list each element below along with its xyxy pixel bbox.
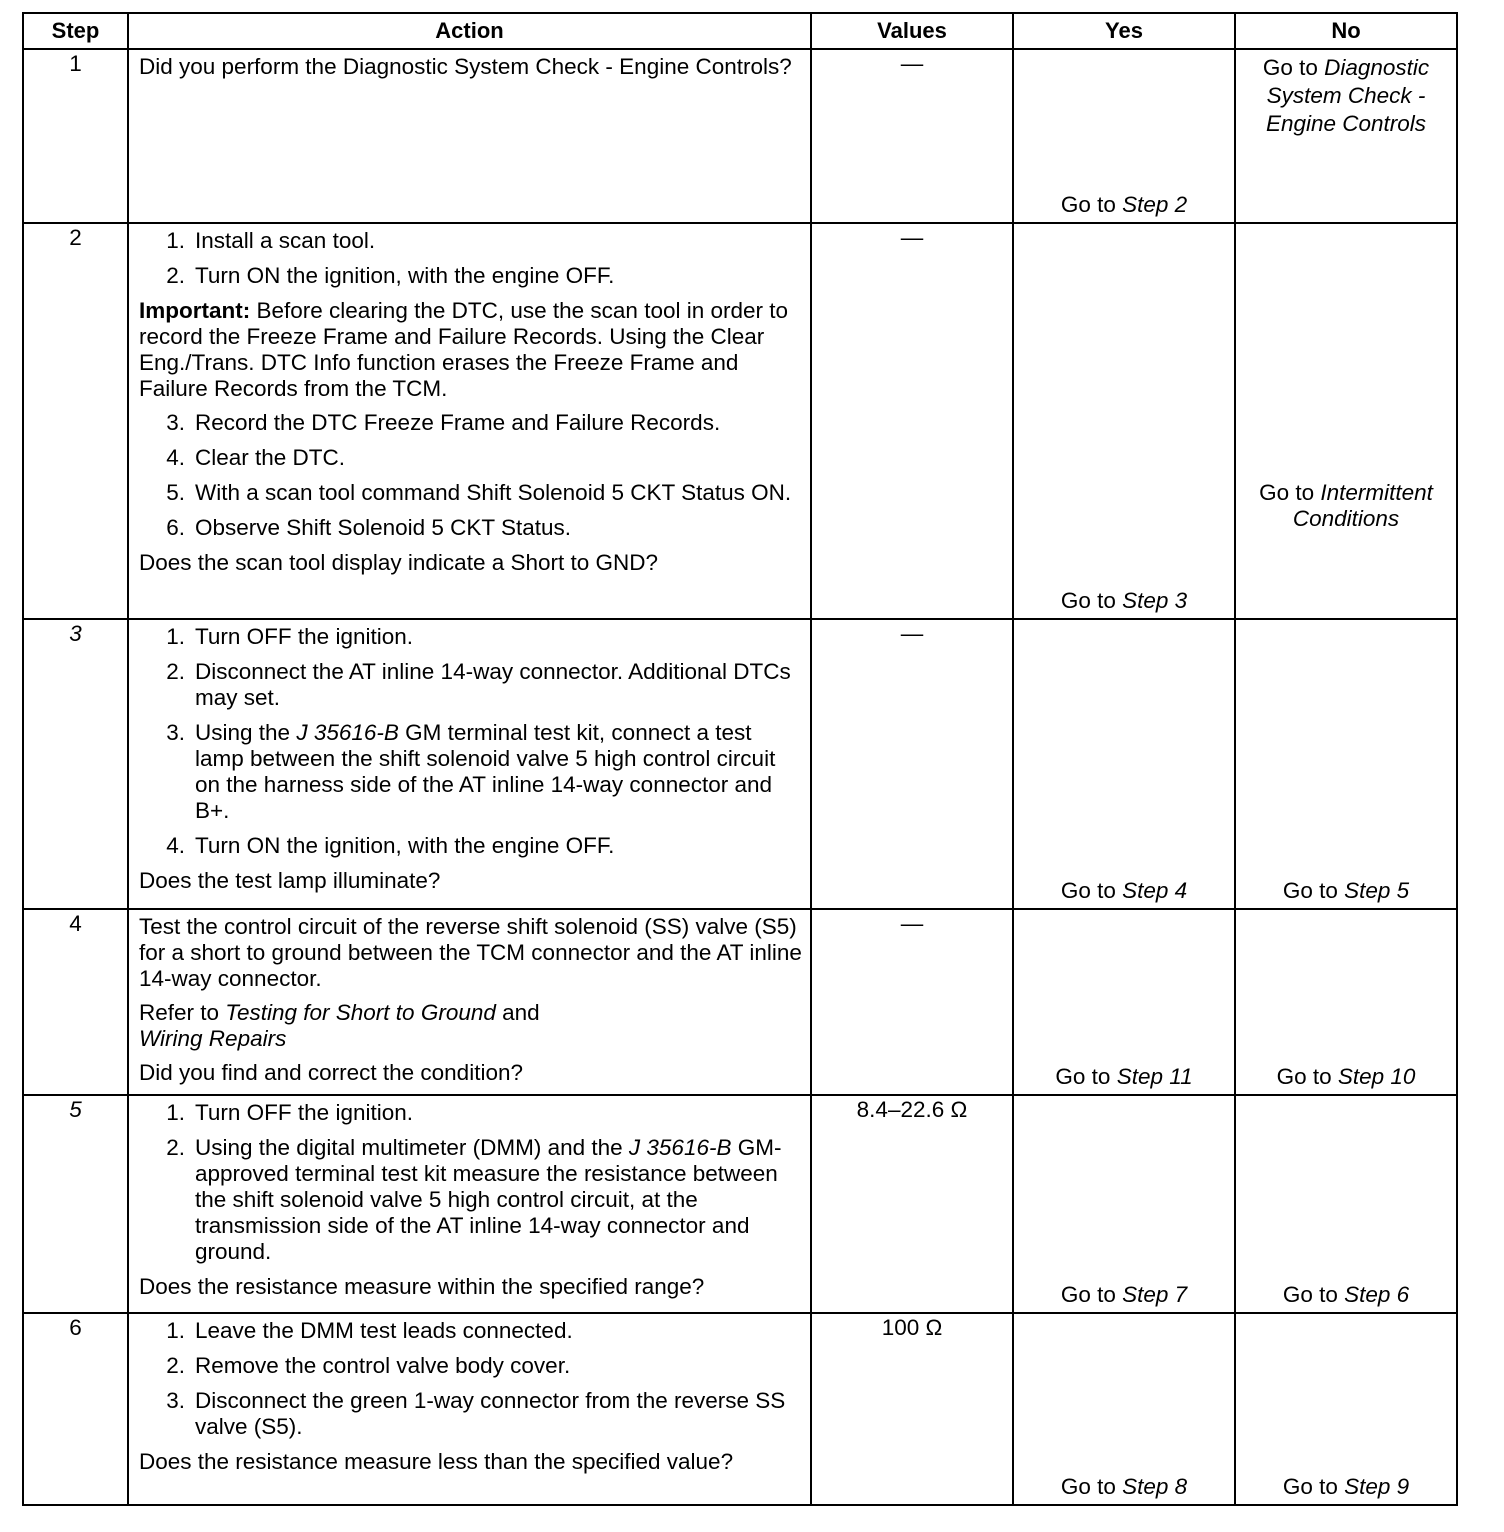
table-row <box>23 223 1457 619</box>
step-number: 5 <box>23 1095 128 1313</box>
yes-link[interactable]: Step 4 <box>1122 878 1188 903</box>
question-text: Does the scan tool display indicate a Short to GND? <box>139 550 659 575</box>
question-text: Does the test lamp illuminate? <box>139 868 441 893</box>
action-cell <box>128 1313 811 1505</box>
no-cell: Go to Intermittent Conditions <box>1235 223 1457 619</box>
action-cell <box>128 909 811 1095</box>
step-list <box>139 410 804 541</box>
yes-prefix: Go to <box>1060 192 1123 217</box>
important-note: Important: Before clearing the DTC, use the scan tool in order to record the Freeze Frame and Failure Records. Using the Clear Eng./Trans. DTC Info function erases the Freeze Frame and Failure Records from the TCM. <box>139 298 789 401</box>
no-cell <box>1235 49 1457 223</box>
value-cell: — <box>811 49 1013 223</box>
question-text: Does the resistance measure within the specified range? <box>139 1274 705 1299</box>
yes-cell: Go to Step 8 <box>1013 1313 1235 1505</box>
step-list <box>139 228 804 289</box>
step-number: 6 <box>23 1313 128 1505</box>
tool-ref: J 35616-B <box>296 720 399 745</box>
step-list <box>139 1100 804 1265</box>
yes-link[interactable]: Step 2 <box>1122 192 1188 217</box>
list-item: 2. Turn ON the ignition, with the engine OFF. <box>166 263 615 288</box>
yes-link[interactable]: Step 7 <box>1122 1282 1188 1307</box>
refer-link-2[interactable]: Wiring Repairs <box>139 1026 287 1051</box>
list-item: 6. Observe Shift Solenoid 5 CKT Status. <box>166 515 572 540</box>
table-row <box>23 1313 1457 1505</box>
action-cell <box>128 49 811 223</box>
value-cell: 100 Ω <box>811 1313 1013 1505</box>
step-list <box>139 1318 804 1440</box>
question-text: Does the resistance measure less than the specified value? <box>139 1449 734 1474</box>
list-item: 4. Turn ON the ignition, with the engine OFF. <box>166 833 615 858</box>
yes-cell <box>1013 49 1235 223</box>
list-item: 2. Using the digital multimeter (DMM) and the J 35616-B GM-approved terminal test kit measure the resistance between the shift solenoid valve 5 high control circuit, at the transmission side of the AT inline 14-way connector and ground. <box>166 1135 782 1264</box>
list-item: 3. Disconnect the green 1-way connector from the reverse SS valve (S5). <box>166 1388 786 1439</box>
refer-link-1[interactable]: Testing for Short to Ground <box>225 1000 496 1025</box>
no-cell: Go to Step 10 <box>1235 909 1457 1095</box>
step-number: 1 <box>23 49 128 223</box>
step-number: 4 <box>23 909 128 1095</box>
step-number: 3 <box>23 619 128 909</box>
no-link[interactable]: Step 5 <box>1344 878 1410 903</box>
no-link[interactable]: Step 10 <box>1337 1064 1416 1089</box>
list-item: 5. With a scan tool command Shift Solenoid 5 CKT Status ON. <box>166 480 792 505</box>
header-row <box>23 13 1457 49</box>
action-cell <box>128 223 811 619</box>
action-cell <box>128 1095 811 1313</box>
refer-text: Refer to Testing for Short to Ground and Wiring Repairs <box>139 1000 540 1051</box>
table-row <box>23 909 1457 1095</box>
list-item: 3. Record the DTC Freeze Frame and Failure Records. <box>166 410 721 435</box>
list-item: 2. Remove the control valve body cover. <box>166 1353 571 1378</box>
no-link[interactable]: Step 6 <box>1344 1282 1410 1307</box>
list-item: 1. Install a scan tool. <box>166 228 376 253</box>
no-cell: Go to Step 9 <box>1235 1313 1457 1505</box>
no-link[interactable]: Intermittent Conditions <box>1292 480 1433 531</box>
step-list <box>139 624 804 859</box>
list-item: 1. Leave the DMM test leads connected. <box>166 1318 573 1343</box>
table-row <box>23 1095 1457 1313</box>
list-item: 1. Turn OFF the ignition. <box>166 624 414 649</box>
list-item: 4. Clear the DTC. <box>166 445 346 470</box>
header-values: Values <box>811 13 1013 49</box>
yes-cell: Go to Step 3 <box>1013 223 1235 619</box>
yes-link[interactable]: Step 3 <box>1122 588 1188 613</box>
value-cell: — <box>811 223 1013 619</box>
header-yes: Yes <box>1013 13 1235 49</box>
list-item: 1. Turn OFF the ignition. <box>166 1100 414 1125</box>
yes-cell: Go to Step 11 <box>1013 909 1235 1095</box>
no-link[interactable]: Step 9 <box>1344 1474 1410 1499</box>
value-cell: — <box>811 909 1013 1095</box>
list-item: 3. Using the J 35616-B GM terminal test kit, connect a test lamp between the shift solenoid valve 5 high control circuit on the harness side of the AT inline 14-way connector and B+. <box>166 720 776 823</box>
header-no: No <box>1235 13 1457 49</box>
header-action: Action <box>128 13 811 49</box>
action-cell <box>128 619 811 909</box>
header-step: Step <box>23 13 128 49</box>
diagnostic-table <box>22 12 1458 1506</box>
tool-ref: J 35616-B <box>628 1135 732 1160</box>
no-link[interactable]: Diagnostic System Check - Engine Controls <box>1265 55 1430 136</box>
important-label: Important: <box>139 298 251 323</box>
table-row <box>23 49 1457 223</box>
instruction-text: Test the control circuit of the reverse shift solenoid (SS) valve (S5) for a short to ground between the TCM connector and the AT inline 14-way connector. <box>139 914 802 991</box>
list-item: 2. Disconnect the AT inline 14-way connector. Additional DTCs may set. <box>166 659 791 710</box>
no-cell: Go to Step 6 <box>1235 1095 1457 1313</box>
yes-link[interactable]: Step 11 <box>1116 1064 1193 1089</box>
value-cell: — <box>811 619 1013 909</box>
step-number: 2 <box>23 223 128 619</box>
question-text: Did you find and correct the condition? <box>139 1060 523 1085</box>
no-cell: Go to Step 5 <box>1235 619 1457 909</box>
question-text: Did you perform the Diagnostic System Check - Engine Controls? <box>139 54 792 79</box>
yes-cell: Go to Step 4 <box>1013 619 1235 909</box>
value-cell: 8.4–22.6 Ω <box>811 1095 1013 1313</box>
no-prefix: Go to <box>1262 55 1325 80</box>
yes-link[interactable]: Step 8 <box>1122 1474 1188 1499</box>
yes-cell: Go to Step 7 <box>1013 1095 1235 1313</box>
table-row <box>23 619 1457 909</box>
